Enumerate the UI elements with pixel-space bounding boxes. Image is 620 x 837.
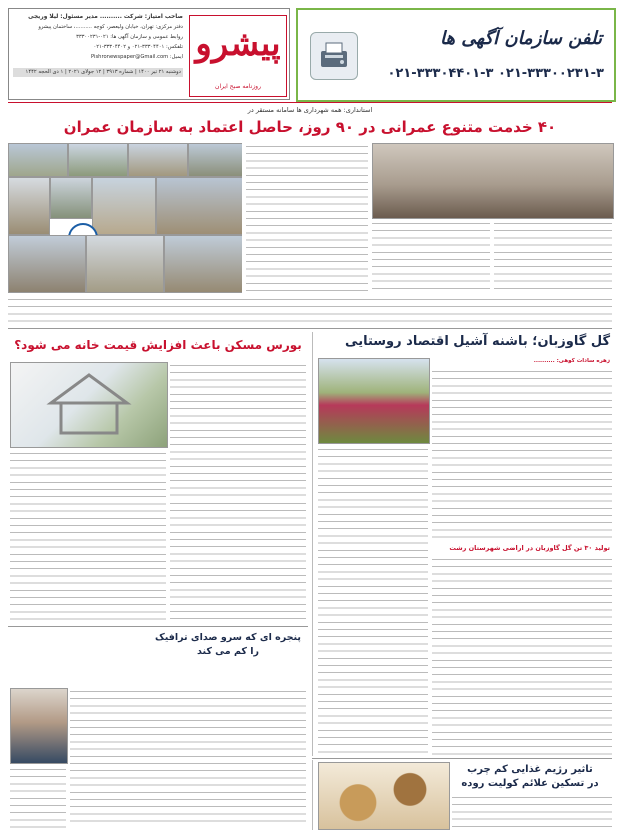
traffic-body-text — [70, 688, 306, 828]
lead-body-text — [8, 296, 612, 324]
person-photo — [10, 688, 68, 764]
lead-photo — [86, 235, 164, 293]
lead-photo — [8, 235, 86, 293]
ad-banner — [296, 8, 616, 102]
diet-body-text — [452, 794, 612, 828]
lead-photo — [8, 177, 50, 235]
meeting-photo — [372, 143, 614, 219]
logo-subtitle: روزنامه صبح ایران — [215, 83, 261, 90]
house-money-photo — [10, 362, 168, 448]
lead-photo — [156, 177, 242, 235]
house-icon — [11, 363, 167, 447]
gol-headline: گل گاوزبان؛ باشنه آشیل اقتصاد روستایی — [345, 334, 610, 349]
lead-photo — [68, 143, 128, 177]
diet-headline-1: تاثیر رژیم غذایی کم چرب — [467, 764, 593, 775]
lead-body-text — [246, 143, 368, 293]
logo — [189, 15, 287, 97]
lead-kicker: استانداری: همه شهرداری ها سامانه مستقر در — [247, 106, 373, 114]
masthead-info-line: دفتر مرکزی: تهران، خیابان ولیعصر، کوچه ..........، ساختمان پیشرو — [38, 24, 183, 30]
lead-photo — [128, 143, 188, 177]
masthead-info-line: ایمیل: Pishronewspaper@Gmail.com — [91, 54, 183, 60]
gol-body-text — [432, 368, 612, 538]
gol-body-text — [432, 556, 612, 756]
flower-field-photo — [318, 358, 430, 444]
gol-body-text — [318, 446, 428, 756]
masthead-info-line: روابط عمومی و سازمان آگهی ها: ۰۲۱-۳۳۳۰۰۲۳۱ — [76, 34, 183, 40]
gol-byline: زهره سادات کوهی: .......... — [533, 358, 610, 364]
masthead-info — [13, 12, 183, 96]
ad-banner-phone: ۰۲۱-۳۳۳۰۰۲۳۱-۳ ۰۲۱-۳۳۳۰۴۴۰۱-۳ — [387, 66, 604, 81]
traffic-headline-1: پنجره ای که سرو صدای ترافیک — [155, 632, 301, 643]
lead-photo — [50, 177, 92, 219]
bourse-body-text — [170, 362, 306, 496]
masthead-info-line: صاحب امتیاز: شرکت .......... مدیر مسئول: لیلا وریجی — [28, 14, 183, 20]
grains-photo — [318, 762, 450, 830]
traffic-headline-2: را کم می کند — [196, 646, 259, 657]
bourse-body-text — [10, 450, 166, 620]
masthead — [8, 8, 290, 100]
traffic-body-text — [10, 766, 66, 828]
fax-icon — [310, 32, 358, 80]
lead-photo-collage — [8, 143, 242, 293]
lead-photo — [164, 235, 242, 293]
logo-text: پیشرو — [195, 24, 281, 64]
bourse-headline: بورس مسکن باعث افزایش قیمت خانه می شود؟ — [14, 338, 302, 352]
bourse-body-text — [170, 500, 306, 620]
masthead-info-line: تلفکس: ۳۳۳۰۴۴۰۱-۰۲۱ و ۳۳۳۰۴۴۰۲-۰۲۱ — [93, 44, 183, 50]
lead-body-text — [372, 220, 490, 293]
ad-banner-title: تلفن سازمان آگهی ها — [439, 28, 602, 49]
lead-body-text — [494, 220, 612, 293]
lead-photo — [8, 143, 68, 177]
masthead-issue-line: دوشنبه ۲۱ تیر ۱۴۰۰ | شماره ۳۹۱۳ | ۱۲ جولای ۲۰۲۱ | ۱ ذی الحجه ۱۴۴۲ — [13, 68, 183, 77]
lead-photo — [188, 143, 242, 177]
diet-headline-2: در تسکین علائم کولیت روده — [461, 778, 599, 789]
lead-photo — [92, 177, 156, 235]
lead-headline: ۴۰ خدمت متنوع عمرانی در ۹۰ روز، حاصل اعتماد به سازمان عمران — [63, 118, 557, 136]
gol-subhead: تولید ۳۰ تن گل گاوزبان در اراضی شهرستان رشت — [449, 544, 610, 552]
